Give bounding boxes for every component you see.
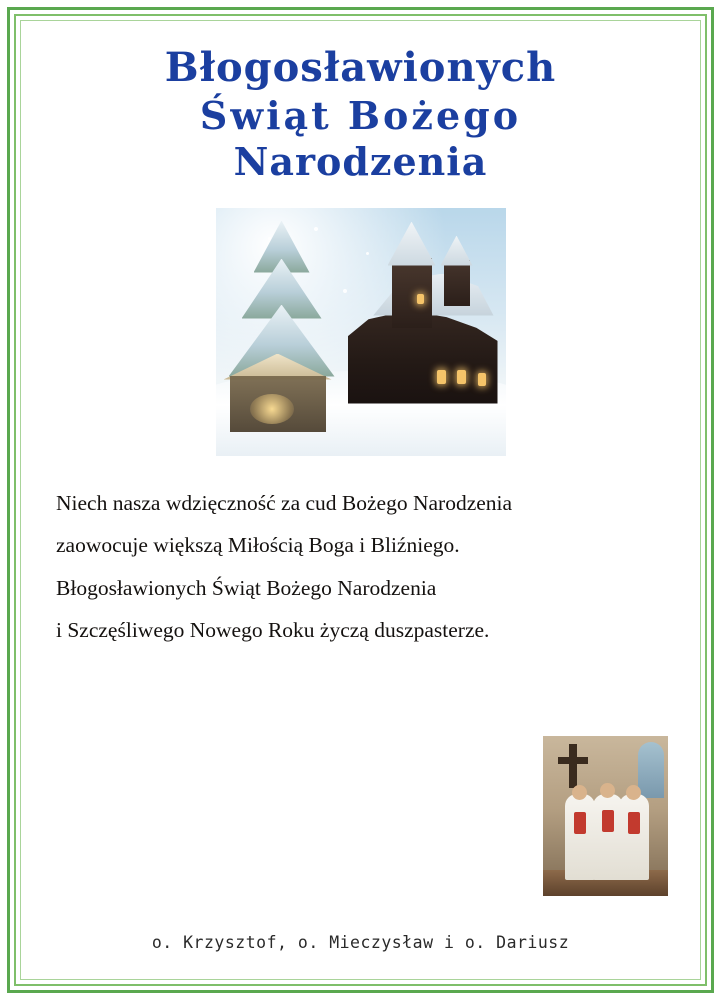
wish-line-3: Błogosławionych Świąt Bożego Narodzenia — [56, 575, 437, 600]
title-line-3: Narodzenia — [233, 139, 488, 185]
priests-group-photo — [543, 736, 668, 896]
page-title — [26, 26, 695, 186]
wishes-text — [26, 482, 695, 652]
wish-line-1: Niech nasza wdzięczność za cud Bożego Narodzenia — [56, 490, 513, 515]
winter-church-photo — [216, 208, 506, 456]
crucifix-icon — [569, 744, 577, 788]
priest-figure — [619, 794, 649, 880]
title-line-1: Błogosławionych — [164, 44, 557, 91]
wish-line-2: zaowocuje większą Miłością Boga i Bliźniego. — [56, 533, 460, 558]
church-tower-window-glow — [417, 294, 424, 304]
priest-sash — [574, 812, 586, 834]
card-content — [26, 26, 695, 974]
church-tower — [392, 258, 432, 328]
church-window-glow — [437, 370, 446, 384]
title-line-2: Świąt Bożego — [199, 92, 522, 138]
priest-head — [572, 785, 587, 800]
priest-sash — [628, 812, 640, 834]
priest-figure — [565, 794, 595, 880]
stained-glass-window — [638, 742, 664, 798]
church-window-glow — [457, 370, 466, 384]
church-tower-secondary — [444, 260, 470, 306]
nativity-glow — [250, 394, 294, 424]
signature: o. Krzysztof, o. Mieczysław i o. Dariusz — [151, 933, 570, 952]
wish-line-4: i Szczęśliwego Nowego Roku życzą duszpasterze. — [56, 618, 490, 643]
priest-head — [626, 785, 641, 800]
priest-head — [600, 783, 615, 798]
church-window-glow — [478, 373, 486, 386]
priest-sash — [602, 810, 614, 832]
